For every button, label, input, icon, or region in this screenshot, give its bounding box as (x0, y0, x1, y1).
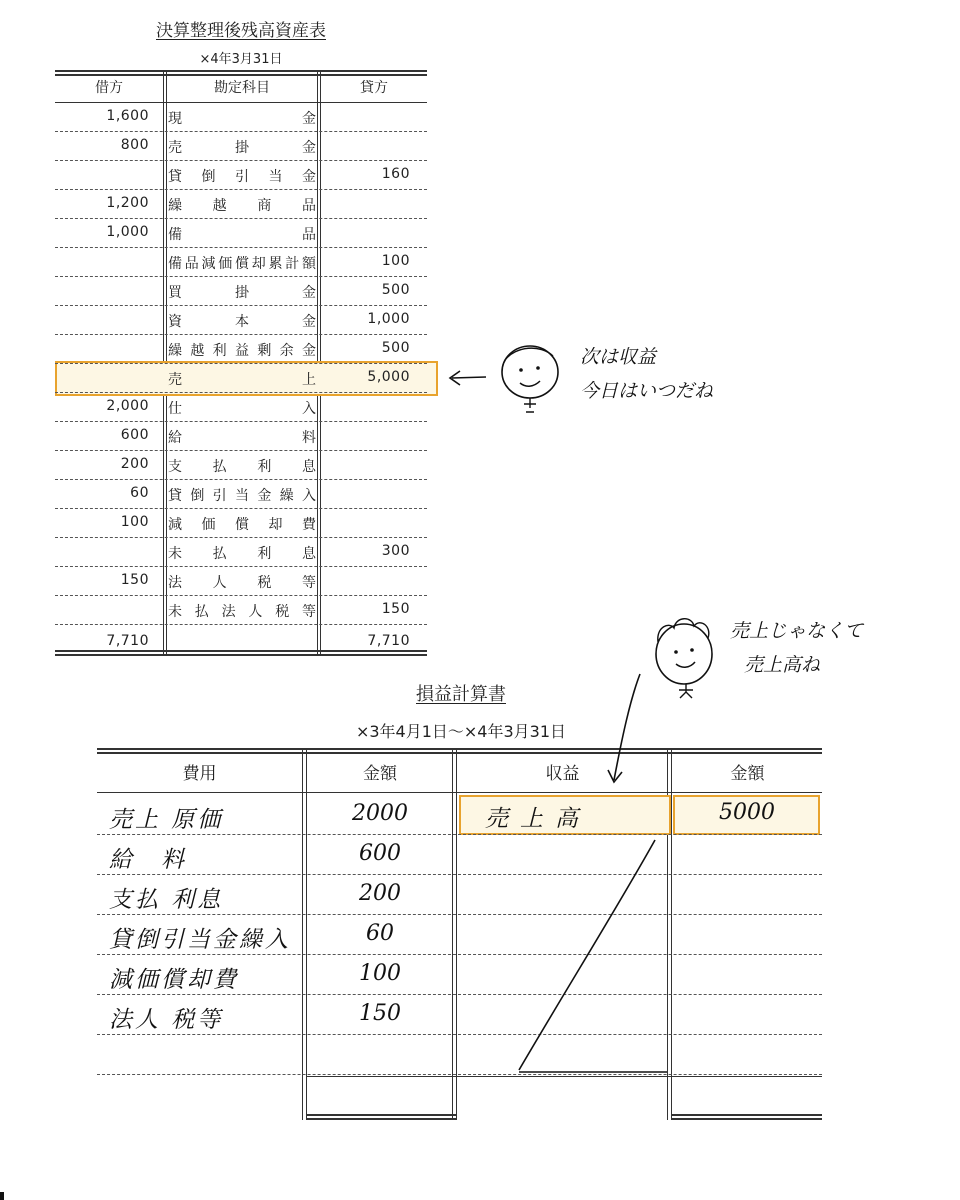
account-header: 勘定科目 (214, 80, 270, 96)
account-char: 現 (168, 111, 182, 127)
revenue-header: 収益 (545, 764, 580, 784)
account-char: 減 (201, 256, 216, 272)
account-char: 累 (268, 256, 283, 272)
account-char: 上 (302, 372, 316, 388)
total-credit: 7,710 (367, 633, 410, 649)
trial-balance-row (55, 132, 427, 161)
account-char: 金 (302, 111, 316, 127)
trial-balance-row (55, 248, 427, 277)
account-char: 金 (302, 285, 316, 301)
account-char: 越 (190, 343, 205, 359)
account-char: 繰 (168, 198, 182, 214)
note-line: 今日はいつだね (580, 380, 714, 402)
account-name (168, 572, 316, 592)
account-char: 入 (301, 488, 316, 504)
note-line: 売上じゃなくて (730, 620, 864, 642)
account-char: 引 (212, 488, 227, 504)
debit-amount: 1,200 (106, 195, 149, 211)
revenue-amount: 5000 (719, 800, 775, 825)
expense-amount-header: 金額 (363, 764, 397, 784)
trial-balance-row (55, 161, 427, 190)
account-name (168, 485, 316, 505)
trial-balance-date: ×4年3月31日 (199, 52, 283, 67)
account-char: 本 (235, 314, 249, 330)
account-char: 商 (257, 198, 272, 214)
account-char: 償 (235, 256, 249, 272)
account-char: 息 (301, 459, 316, 475)
debit-amount: 1,000 (106, 224, 149, 240)
account-name (168, 195, 316, 215)
account-char: 品 (184, 256, 199, 272)
income-statement-title: 損益計算書 (416, 684, 506, 705)
account-char: 金 (302, 169, 316, 185)
trial-balance-table (55, 70, 427, 656)
expense-item: 支払 利息 (109, 887, 224, 913)
debit-amount: 600 (120, 427, 149, 443)
trial-balance-row (55, 567, 427, 596)
account-char: 当 (234, 488, 249, 504)
account-char: 引 (235, 169, 249, 185)
account-char: 利 (257, 459, 272, 475)
revenue-strike-line (97, 748, 822, 1120)
trial-balance-row (55, 538, 427, 567)
curly-hair-face-icon (600, 608, 720, 788)
account-char: 金 (302, 314, 316, 330)
account-char: 買 (168, 285, 182, 301)
debit-amount: 150 (120, 572, 149, 588)
expense-item: 法人 税等 (109, 1007, 224, 1033)
income-statement-table (97, 748, 822, 1120)
trial-balance-row (55, 306, 427, 335)
expense-item: 減価償却費 (109, 967, 239, 993)
credit-amount: 160 (381, 166, 410, 182)
account-name (168, 456, 316, 476)
note-line: 次は収益 (580, 346, 657, 368)
account-name (168, 398, 316, 418)
expense-item: 貸倒引当金繰入 (109, 927, 291, 953)
account-char: 税 (257, 575, 272, 591)
expense-amount: 60 (366, 921, 394, 946)
account-char: 繰 (279, 488, 294, 504)
account-char: 備 (168, 227, 182, 243)
trial-balance-row (55, 103, 427, 132)
account-char: 払 (212, 459, 227, 475)
account-char: 余 (279, 343, 294, 359)
account-char: 仕 (168, 401, 182, 417)
credit-header: 貸方 (360, 80, 388, 96)
account-char: 未 (168, 604, 182, 620)
account-char: 越 (212, 198, 227, 214)
account-char: 給 (168, 430, 182, 446)
account-char: 未 (168, 546, 182, 562)
credit-amount: 100 (381, 253, 410, 269)
account-char: 入 (302, 401, 316, 417)
note-line: 売上高ね (744, 654, 821, 676)
credit-amount: 150 (381, 601, 410, 617)
account-char: 金 (257, 488, 272, 504)
account-char: 品 (301, 198, 316, 214)
account-char: 貸 (168, 488, 182, 504)
account-char: 資 (168, 314, 182, 330)
account-char: 却 (268, 517, 283, 533)
expense-item: 売上 原価 (109, 807, 224, 833)
account-char: 売 (168, 372, 182, 388)
account-name (168, 311, 316, 331)
account-char: 費 (302, 517, 316, 533)
account-char: 売 (168, 140, 182, 156)
account-char: 価 (218, 256, 233, 272)
trial-balance-row (55, 422, 427, 451)
account-char: 利 (257, 546, 272, 562)
account-char: 支 (168, 459, 182, 475)
account-char: 払 (212, 546, 227, 562)
account-name (168, 340, 316, 360)
account-name (168, 514, 316, 534)
account-char: 倒 (201, 169, 216, 185)
smiley-face-icon (440, 340, 560, 420)
account-char: 価 (201, 517, 216, 533)
trial-balance-row (55, 277, 427, 306)
expense-amount: 150 (359, 1001, 401, 1026)
account-char: 利 (212, 343, 227, 359)
account-char: 品 (302, 227, 316, 243)
debit-amount: 60 (130, 485, 149, 501)
expense-header: 費用 (182, 764, 217, 784)
debit-header: 借方 (95, 80, 123, 96)
trial-balance-total-row (55, 625, 427, 654)
note-next-revenue (580, 340, 713, 408)
account-char: 倒 (190, 488, 205, 504)
account-char: 当 (268, 169, 283, 185)
trial-balance-row (55, 596, 427, 625)
account-char: 金 (302, 140, 316, 156)
account-name (168, 427, 316, 447)
revenue-item: 売上高 (485, 806, 590, 832)
account-char: 貸 (168, 169, 182, 185)
page-edge-mark (0, 1192, 4, 1200)
account-char: 却 (251, 256, 266, 272)
expense-item: 給 料 (109, 847, 187, 873)
account-char: 額 (302, 256, 316, 272)
debit-amount: 100 (120, 514, 149, 530)
account-char: 料 (302, 430, 316, 446)
account-char: 備 (168, 256, 182, 272)
revenue-amount-header: 金額 (730, 764, 765, 784)
account-name (168, 108, 316, 128)
account-char: 払 (194, 604, 209, 620)
note-not-sales (730, 614, 863, 682)
credit-amount: 300 (381, 543, 410, 559)
trial-balance-row (55, 393, 427, 422)
credit-amount: 500 (381, 340, 410, 356)
account-char: 掛 (235, 285, 249, 301)
account-char: 人 (212, 575, 227, 591)
debit-amount: 1,600 (106, 108, 149, 124)
debit-amount: 800 (120, 137, 149, 153)
credit-amount: 500 (381, 282, 410, 298)
account-char: 掛 (235, 140, 249, 156)
trial-balance-row (55, 219, 427, 248)
account-name (168, 224, 316, 244)
account-char: 税 (275, 604, 290, 620)
trial-balance-row (55, 480, 427, 509)
debit-amount: 2,000 (106, 398, 149, 414)
account-char: 減 (168, 517, 182, 533)
total-debit: 7,710 (106, 633, 149, 649)
expense-amount: 100 (359, 961, 401, 986)
account-char: 等 (301, 575, 316, 591)
account-char: 計 (285, 256, 300, 272)
account-char: 人 (248, 604, 263, 620)
expense-amount: 200 (359, 881, 401, 906)
account-char: 法 (221, 604, 236, 620)
trial-balance-row (55, 190, 427, 219)
trial-balance-row (55, 451, 427, 480)
account-char: 償 (235, 517, 249, 533)
trial-balance-row (55, 509, 427, 538)
account-char: 法 (168, 575, 182, 591)
trial-balance-row (55, 364, 427, 393)
income-statement-period: ×3年4月1日〜×4年3月31日 (355, 722, 567, 741)
expense-amount: 600 (359, 841, 401, 866)
account-char: 剰 (257, 343, 272, 359)
account-name (168, 166, 316, 186)
account-name (168, 282, 316, 302)
account-name (168, 543, 316, 563)
account-char: 繰 (168, 343, 182, 359)
account-char: 益 (234, 343, 249, 359)
account-name (168, 253, 316, 273)
account-char: 等 (301, 604, 316, 620)
account-name (168, 369, 316, 389)
credit-amount: 5,000 (367, 369, 410, 385)
expense-amount: 2000 (352, 801, 408, 826)
account-char: 息 (301, 546, 316, 562)
account-name (168, 601, 316, 621)
trial-balance-title: 決算整理後残高資産表 (156, 21, 326, 41)
account-char: 金 (301, 343, 316, 359)
account-name (168, 137, 316, 157)
credit-amount: 1,000 (367, 311, 410, 327)
debit-amount: 200 (120, 456, 149, 472)
trial-balance-row (55, 335, 427, 364)
